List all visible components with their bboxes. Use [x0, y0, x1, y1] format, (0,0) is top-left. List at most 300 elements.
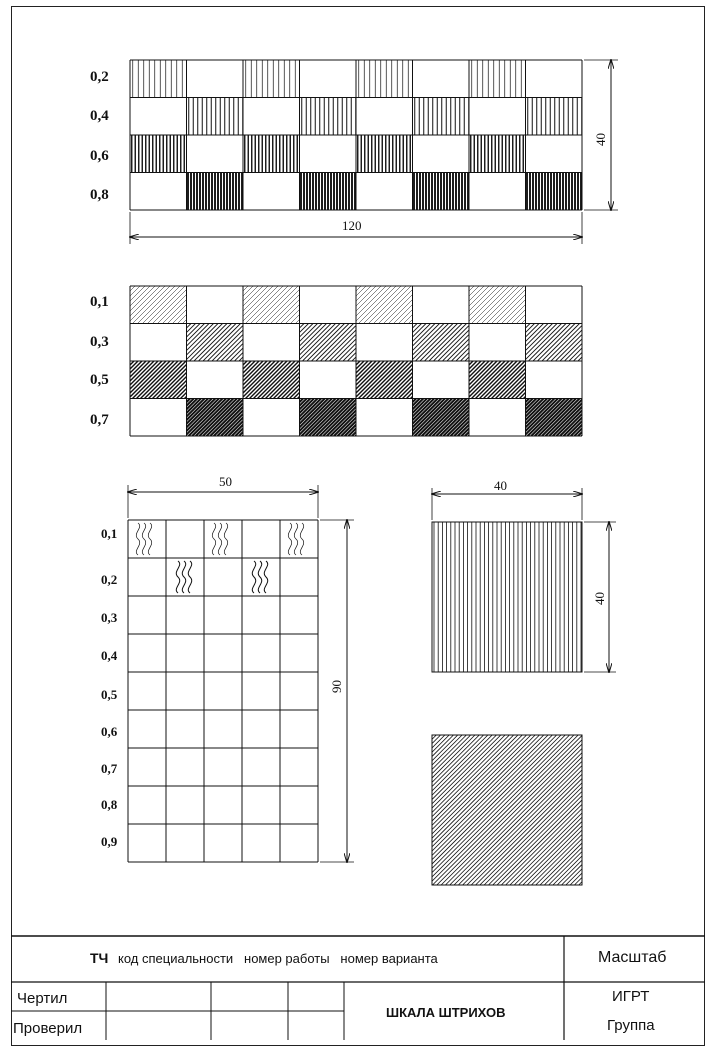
hatch-line — [234, 361, 272, 399]
hatch-line — [504, 361, 542, 399]
hatch-line — [308, 735, 458, 885]
hatch-line — [338, 735, 488, 885]
hatch-line — [556, 361, 594, 399]
hatch-line — [137, 361, 175, 399]
diagonal-hatch-cell — [319, 361, 485, 399]
hatch-line — [437, 735, 587, 885]
hatch-line — [363, 399, 401, 437]
hatch-line — [552, 286, 590, 324]
hatch-line — [385, 735, 535, 885]
hatch-line — [236, 286, 274, 324]
hatch-line — [357, 324, 395, 362]
hatch-line — [312, 735, 462, 885]
hatch-line — [603, 399, 641, 437]
s3-height-dim-text: 90 — [330, 680, 343, 693]
vertical-hatch-cell — [528, 98, 582, 136]
hatch-line — [261, 286, 299, 324]
hatch-line — [366, 324, 404, 362]
hatch-line — [327, 361, 365, 399]
diagonal-hatch-cell — [432, 286, 600, 324]
hatch-line — [523, 735, 673, 885]
hatch-line — [536, 361, 574, 399]
hatch-line — [566, 735, 711, 885]
hatch-line — [492, 324, 530, 362]
hatch-line — [468, 361, 506, 399]
hatch-line — [484, 361, 522, 399]
s2-label-2: 0,3 — [90, 335, 109, 350]
hatch-line — [323, 361, 361, 399]
s3-label-5: 0,5 — [101, 688, 117, 701]
hatch-line — [605, 735, 711, 885]
organization-label: ИГРТ — [612, 989, 649, 1004]
diagonal-hatch-cell — [93, 361, 259, 399]
hatch-line — [476, 399, 514, 437]
hatch-line — [432, 286, 470, 324]
hatch-line — [246, 286, 284, 324]
hatch-line — [372, 735, 522, 885]
hatch-line — [230, 361, 268, 399]
hatch-line — [578, 399, 616, 437]
hatch-line — [547, 286, 585, 324]
wavy-hatch — [252, 561, 267, 593]
hatch-line — [291, 286, 329, 324]
hatch-line — [470, 324, 508, 362]
hatch-line — [472, 286, 510, 324]
hatch-line — [686, 735, 711, 885]
hatch-line — [243, 399, 281, 437]
diagonal-hatch-cell — [149, 324, 317, 362]
hatch-line — [429, 286, 467, 324]
hatch-line — [619, 324, 657, 362]
hatch-line — [497, 735, 647, 885]
hatch-line — [188, 286, 226, 324]
vertical-hatch-cell — [414, 173, 468, 211]
hatch-line — [258, 361, 296, 399]
hatch-line — [331, 361, 369, 399]
hatch-line — [108, 286, 146, 324]
hatch-line — [500, 361, 538, 399]
hatch-line — [314, 361, 352, 399]
hatch-line — [321, 286, 359, 324]
s3-label-7: 0,7 — [101, 762, 117, 775]
hatch-line — [231, 286, 269, 324]
hatch-line — [578, 324, 616, 362]
s4-width-dim-text: 40 — [494, 479, 507, 492]
hatch-line — [488, 324, 526, 362]
hatch-line — [370, 324, 408, 362]
hatch-line — [613, 735, 711, 885]
hatch-line — [656, 735, 711, 885]
wavy-hatch — [176, 561, 191, 593]
hatch-line — [614, 399, 652, 437]
hatch-line — [536, 735, 686, 885]
hatch-line — [367, 361, 405, 399]
hatch-line — [355, 361, 393, 399]
hatch-line — [483, 399, 521, 437]
hatch-line — [379, 324, 417, 362]
hatch-line — [141, 361, 179, 399]
hatch-line — [474, 324, 512, 362]
hatch-line — [270, 361, 308, 399]
hatch-line — [699, 735, 711, 885]
title-block-header — [90, 951, 438, 965]
hatch-line — [189, 361, 227, 399]
hatch-line — [113, 286, 151, 324]
s2-label-1: 0,1 — [90, 295, 109, 310]
hatch-line — [622, 735, 711, 885]
hatch-line — [596, 399, 634, 437]
square-outline — [432, 522, 582, 672]
hatch-line — [211, 286, 249, 324]
hatch-line — [149, 399, 187, 437]
hatch-line — [246, 399, 284, 437]
hatch-line — [347, 361, 385, 399]
hatch-line — [356, 399, 394, 437]
s1-height-dim-text: 40 — [594, 133, 607, 146]
hatch-line — [440, 361, 478, 399]
hatch-line — [540, 361, 578, 399]
hatch-line — [510, 735, 660, 885]
hatch-line — [185, 361, 223, 399]
hatch-line — [377, 735, 527, 885]
hatch-line — [673, 735, 711, 885]
hatch-line — [424, 735, 574, 885]
hatch-line — [370, 399, 408, 437]
hatch-line — [329, 735, 479, 885]
hatch-line — [398, 735, 548, 885]
hatch-line — [209, 361, 247, 399]
hatch-line — [343, 361, 381, 399]
hatch-line — [389, 286, 427, 324]
vertical-hatch-cell — [415, 98, 469, 136]
hatch-line — [432, 361, 470, 399]
hatch-line — [163, 286, 201, 324]
hatch-line — [437, 286, 475, 324]
hatch-line — [524, 361, 562, 399]
diagonal-hatch-square — [282, 735, 711, 885]
hatch-line — [652, 735, 711, 885]
hatch-line — [276, 286, 314, 324]
hatch-line — [585, 399, 623, 437]
hatch-line — [582, 399, 620, 437]
vertical-hatch-cell — [189, 98, 243, 136]
vertical-hatch-square — [434, 522, 581, 672]
s3-label-4: 0,4 — [101, 649, 117, 662]
hatch-line — [479, 399, 517, 437]
hatch-line — [592, 399, 630, 437]
drawing-title: ШКАЛА ШТРИХОВ — [386, 1006, 506, 1019]
hatch-line — [374, 399, 412, 437]
hatch-line — [395, 361, 433, 399]
hatch-line — [239, 324, 277, 362]
diagonal-hatch-cell — [262, 324, 430, 362]
title-block-code: ТЧ — [90, 950, 108, 966]
vertical-hatch-cell — [359, 60, 409, 98]
hatch-line — [153, 399, 191, 437]
diagonal-hatch-cell — [375, 399, 542, 437]
hatch-line — [502, 286, 540, 324]
hatch-line — [427, 361, 465, 399]
diagonal-hatch-cell — [375, 324, 543, 362]
hatch-line — [149, 361, 187, 399]
hatch-line — [361, 324, 399, 362]
hatch-line — [375, 361, 413, 399]
hatch-line — [557, 735, 707, 885]
hatch-line — [703, 735, 711, 885]
hatch-line — [399, 286, 437, 324]
hatch-line — [201, 361, 239, 399]
s3-label-9: 0,9 — [101, 835, 117, 848]
hatch-line — [592, 735, 711, 885]
hatch-line — [311, 286, 349, 324]
hatch-line — [379, 399, 417, 437]
hatch-line — [488, 399, 526, 437]
hatch-line — [482, 286, 520, 324]
hatch-line — [266, 361, 304, 399]
hatch-line — [548, 361, 586, 399]
hatch-line — [352, 324, 390, 362]
hatch-line — [158, 286, 196, 324]
group-label: Группа — [607, 1018, 655, 1033]
hatch-line — [274, 361, 312, 399]
vertical-hatch-cell — [527, 173, 581, 211]
hatch-line — [414, 286, 452, 324]
hatch-line — [531, 735, 681, 885]
hatch-line — [375, 324, 413, 362]
hatch-line — [552, 361, 590, 399]
hatch-line — [528, 361, 566, 399]
hatch-line — [458, 735, 608, 885]
hatch-line — [682, 735, 711, 885]
hatch-line — [488, 735, 638, 885]
hatch-line — [480, 361, 518, 399]
hatch-line — [493, 735, 643, 885]
hatch-line — [626, 735, 711, 885]
diagonal-hatch-cell — [319, 286, 487, 324]
hatch-line — [433, 735, 583, 885]
hatch-line — [379, 361, 417, 399]
hatch-line — [214, 361, 252, 399]
hatch-line — [456, 361, 494, 399]
hatch-line — [363, 361, 401, 399]
hatch-line — [479, 324, 517, 362]
hatch-line — [484, 735, 634, 885]
hatch-line — [290, 361, 328, 399]
diagonal-hatch-cell — [206, 286, 374, 324]
hatch-line — [557, 286, 595, 324]
hatch-line — [435, 361, 473, 399]
checked-label: Проверил — [13, 1021, 82, 1036]
diagonal-hatch-cell — [432, 361, 598, 399]
hatch-line — [415, 361, 453, 399]
hatch-line — [359, 286, 397, 324]
hatch-line — [374, 286, 412, 324]
hatch-line — [381, 735, 531, 885]
hatch-line — [359, 735, 509, 885]
hatch-line — [517, 286, 555, 324]
hatch-line — [419, 361, 457, 399]
hatch-line — [244, 324, 282, 362]
hatch-line — [178, 286, 216, 324]
hatch-line — [444, 361, 482, 399]
hatch-line — [153, 361, 191, 399]
hatch-line — [251, 286, 289, 324]
s3-label-8: 0,8 — [101, 798, 117, 811]
hatch-line — [359, 399, 397, 437]
hatch-line — [492, 399, 529, 437]
hatch-line — [610, 324, 648, 362]
hatch-line — [306, 286, 344, 324]
s2-label-3: 0,5 — [90, 373, 109, 388]
hatch-line — [216, 286, 254, 324]
hatch-line — [266, 324, 304, 362]
hatch-line — [472, 361, 510, 399]
s1-label-1: 0,2 — [90, 70, 109, 85]
hatch-line — [514, 735, 664, 885]
hatch-line — [452, 361, 490, 399]
hatch-line — [579, 735, 711, 885]
hatch-line — [695, 735, 711, 885]
hatch-line — [462, 286, 500, 324]
vertical-hatch-cell — [301, 173, 355, 211]
hatch-line — [665, 735, 711, 885]
hatch-line — [319, 286, 357, 324]
hatch-line — [183, 286, 221, 324]
s1-label-3: 0,6 — [90, 149, 109, 164]
diagonal-hatch-cell — [488, 324, 656, 362]
hatch-line — [210, 361, 248, 399]
hatch-line — [596, 324, 634, 362]
vertical-hatch-cell — [246, 60, 296, 98]
hatch-line — [117, 361, 155, 399]
hatch-line — [262, 324, 300, 362]
hatch-line — [264, 399, 302, 437]
hatch-line — [411, 735, 561, 885]
hatch-line — [442, 286, 480, 324]
hatch-line — [319, 361, 357, 399]
hatch-line — [384, 286, 422, 324]
hatch-line — [589, 399, 627, 437]
hatch-line — [250, 361, 288, 399]
hatch-line — [153, 286, 191, 324]
vertical-hatch-scale — [130, 60, 618, 244]
hatch-line — [467, 286, 505, 324]
hatch-line — [445, 735, 595, 885]
hatch-line — [138, 286, 176, 324]
hatch-line — [532, 286, 570, 324]
hatch-line — [407, 735, 557, 885]
hatch-line — [452, 286, 490, 324]
hatch-line — [145, 361, 183, 399]
hatch-line — [226, 361, 264, 399]
hatch-line — [562, 735, 711, 885]
hatch-line — [377, 399, 415, 437]
hatch-line — [157, 361, 195, 399]
hatch-line — [691, 735, 711, 885]
hatch-line — [347, 735, 497, 885]
hatch-line — [562, 286, 600, 324]
hatch-line — [609, 735, 711, 885]
hatch-line — [399, 361, 437, 399]
hatch-line — [391, 361, 429, 399]
hatch-line — [222, 361, 260, 399]
hatch-line — [512, 286, 550, 324]
hatch-line — [133, 286, 171, 324]
hatch-line — [487, 286, 525, 324]
hatch-line — [390, 735, 540, 885]
hatch-line — [471, 735, 621, 885]
s1-label-4: 0,8 — [90, 188, 109, 203]
hatch-line — [420, 735, 570, 885]
hatch-line — [472, 399, 510, 437]
hatch-line — [143, 286, 181, 324]
hatch-line — [605, 324, 643, 362]
hatch-line — [501, 735, 651, 885]
vertical-hatch-cell — [133, 60, 183, 98]
hatch-line — [154, 324, 192, 362]
hatch-line — [253, 399, 291, 437]
vertical-hatch-cell — [132, 135, 185, 173]
hatch-line — [483, 324, 521, 362]
vertical-hatch-cell — [472, 60, 522, 98]
hatch-line — [583, 324, 621, 362]
hatch-line — [527, 735, 677, 885]
hatch-line — [173, 286, 211, 324]
hatch-line — [301, 286, 339, 324]
hatch-line — [334, 286, 372, 324]
hatch-line — [610, 399, 648, 437]
hatch-line — [203, 286, 241, 324]
hatch-line — [424, 286, 462, 324]
hatch-line — [316, 286, 354, 324]
hatch-line — [197, 361, 235, 399]
hatch-line — [540, 735, 690, 885]
s3-label-2: 0,2 — [101, 573, 117, 586]
hatch-line — [630, 735, 711, 885]
hatch-line — [463, 735, 613, 885]
hatch-line — [123, 286, 161, 324]
hatch-line — [480, 735, 630, 885]
hatch-line — [570, 735, 711, 885]
vertical-hatch-cell — [302, 98, 356, 136]
hatch-line — [342, 735, 492, 885]
hatch-line — [218, 361, 256, 399]
s2-label-4: 0,7 — [90, 413, 109, 428]
hatch-line — [476, 735, 626, 885]
hatch-line — [618, 399, 656, 437]
hatch-line — [600, 735, 711, 885]
hatch-line — [380, 324, 418, 362]
hatch-line — [465, 399, 503, 437]
hatch-line — [256, 286, 294, 324]
wavy-hatch — [136, 523, 151, 555]
hatch-line — [261, 399, 299, 437]
hatch-line — [335, 361, 373, 399]
hatch-line — [257, 399, 295, 437]
hatch-line — [375, 324, 413, 362]
hatch-line — [600, 399, 638, 437]
hatch-line — [508, 361, 546, 399]
hatch-line — [262, 399, 300, 437]
hatch-line — [678, 735, 711, 885]
hatch-line — [409, 286, 447, 324]
hatch-line — [492, 361, 530, 399]
hatch-line — [241, 286, 279, 324]
hatch-line — [512, 361, 550, 399]
hatch-line — [334, 735, 484, 885]
hatch-line — [161, 361, 199, 399]
hatch-line — [286, 361, 324, 399]
